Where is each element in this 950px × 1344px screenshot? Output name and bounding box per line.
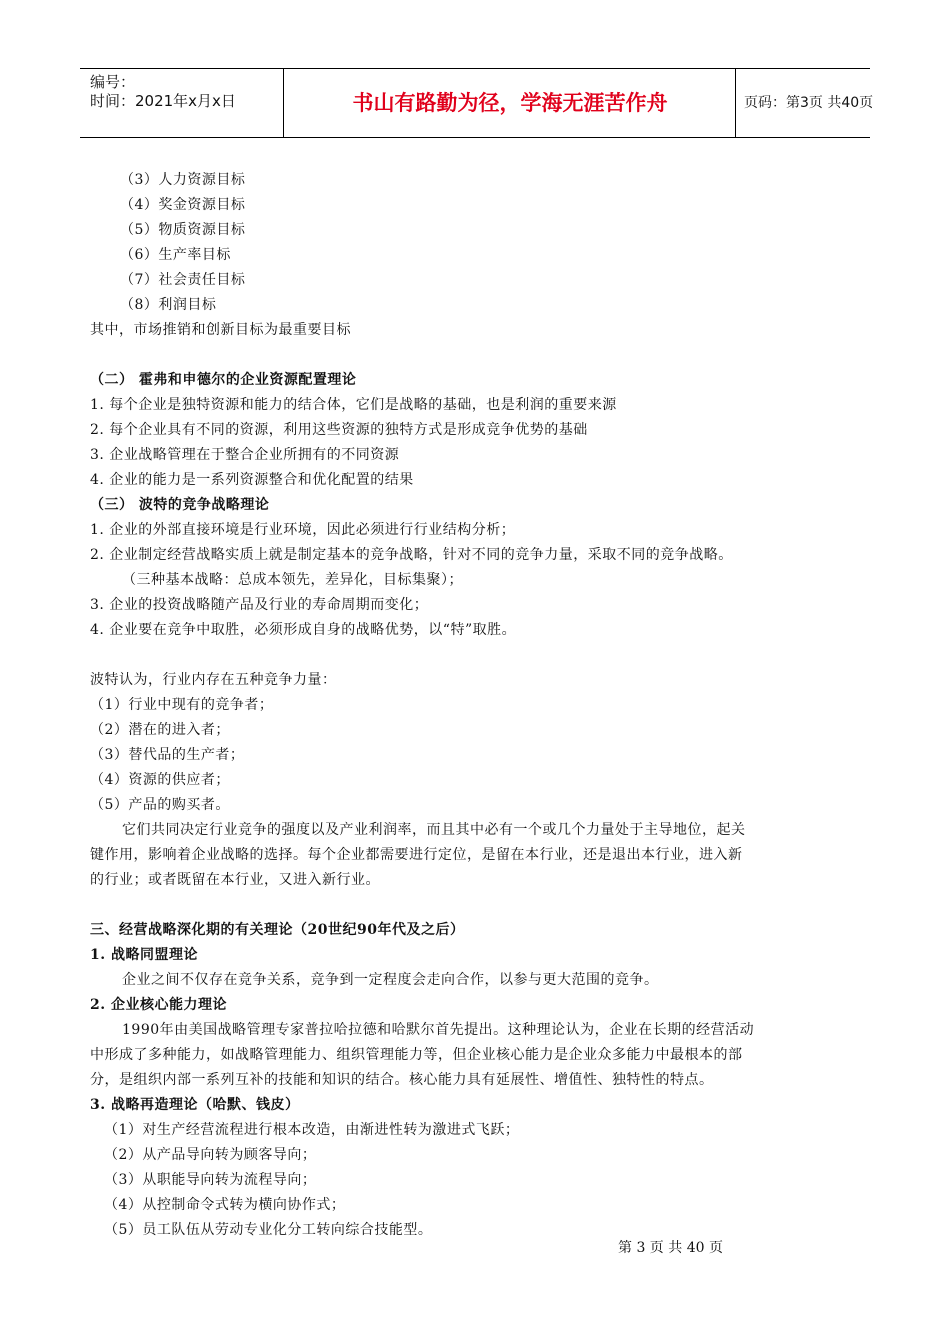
list-item: （7）社会责任目标 <box>120 272 246 288</box>
list-item: （5）员工队伍从劳动专业化分工转向综合技能型。 <box>104 1222 433 1238</box>
list-item: （6）生产率目标 <box>120 247 231 263</box>
list-item: （8）利润目标 <box>120 297 217 313</box>
list-item: 2. 每个企业具有不同的资源，利用这些资源的独特方式是形成竞争优势的基础 <box>90 422 588 438</box>
list-item: （1）对生产经营流程进行根本改造，由渐进性转为激进式飞跃； <box>104 1122 520 1138</box>
header-motto: 书山有路勤为径，学海无涯苦作舟 <box>285 69 736 137</box>
list-item: 2. 企业制定经营战略实质上就是制定基本的竞争战略，针对不同的竞争力量，采取不同的竞争战略。 <box>90 547 733 563</box>
list-item: （5）物质资源目标 <box>120 222 246 238</box>
list-item: 3. 企业战略管理在于整合企业所拥有的不同资源 <box>90 447 400 463</box>
list-item: 1. 企业的外部直接环境是行业环境，因此必须进行行业结构分析； <box>90 522 516 538</box>
list-item: 1. 每个企业是独特资源和能力的结合体，它们是战略的基础，也是利润的重要来源 <box>90 397 617 413</box>
paragraph-line: 的行业；或者既留在本行业，又进入新行业。 <box>90 872 380 888</box>
section-heading: （三） 波特的竞争战略理论 <box>90 497 270 513</box>
list-item: （3）替代品的生产者； <box>90 747 245 763</box>
list-item: （5）产品的购买者。 <box>90 797 230 813</box>
summary-text: 其中，市场推销和创新目标为最重要目标 <box>90 322 351 338</box>
section-heading: （二） 霍弗和申德尔的企业资源配置理论 <box>90 372 357 388</box>
list-item: （4）从控制命令式转为横向协作式； <box>104 1197 346 1213</box>
paragraph-line: 它们共同决定行业竞争的强度以及产业利润率，而且其中必有一个或几个力量处于主导地位，起关 <box>122 822 746 838</box>
page-footer: 第 3 页 共 40 页 <box>618 1240 723 1256</box>
paragraph-line: 键作用，影响着企业战略的选择。每个企业都需要进行定位，是留在本行业，还是退出本行业，进入新 <box>90 847 743 863</box>
paragraph-line: 中形成了多种能力，如战略管理能力、组织管理能力等，但企业核心能力是企业众多能力中最根本的部 <box>90 1047 743 1063</box>
subsection-heading: 2. 企业核心能力理论 <box>90 997 227 1013</box>
paragraph-line: 1990年由美国战略管理专家普拉哈拉德和哈默尔首先提出。这种理论认为，企业在长期的经营活动 <box>122 1022 755 1038</box>
paragraph-line: 分，是组织内部一系列互补的技能和知识的结合。核心能力具有延展性、增值性、独特性的特点。 <box>90 1072 714 1088</box>
forces-intro: 波特认为，行业内存在五种竞争力量： <box>90 672 337 688</box>
header-page-code: 页码：第3页 共40页 <box>744 95 874 111</box>
list-item: （4）奖金资源目标 <box>120 197 246 213</box>
list-item: 4. 企业要在竞争中取胜，必须形成自身的战略优势，以“特”取胜。 <box>90 622 517 638</box>
list-item: 3. 企业的投资战略随产品及行业的寿命周期而变化； <box>90 597 429 613</box>
subsection-heading: 1. 战略同盟理论 <box>90 947 198 963</box>
list-item: 4. 企业的能力是一系列资源整合和优化配置的结果 <box>90 472 414 488</box>
document-date: 时间：2021年x月x日 <box>90 92 236 110</box>
list-item: （3）从职能导向转为流程导向； <box>104 1172 317 1188</box>
list-item: （3）人力资源目标 <box>120 172 246 188</box>
list-item: （2）从产品导向转为顾客导向； <box>104 1147 317 1163</box>
list-item: （1）行业中现有的竞争者； <box>90 697 274 713</box>
page-header <box>80 68 874 138</box>
subsection-heading: 3. 战略再造理论（哈默、钱皮） <box>90 1097 300 1113</box>
section-heading: 三、经营战略深化期的有关理论（20世纪90年代及之后） <box>90 922 465 938</box>
list-item-note: （三种基本战略：总成本领先，差异化，目标集聚）； <box>122 572 463 588</box>
paragraph-line: 企业之间不仅存在竞争关系，竞争到一定程度会走向合作，以参与更大范围的竞争。 <box>122 972 659 988</box>
list-item: （4）资源的供应者； <box>90 772 230 788</box>
document-number-label: 编号： <box>90 73 136 91</box>
list-item: （2）潜在的进入者； <box>90 722 230 738</box>
header-meta <box>80 69 284 137</box>
